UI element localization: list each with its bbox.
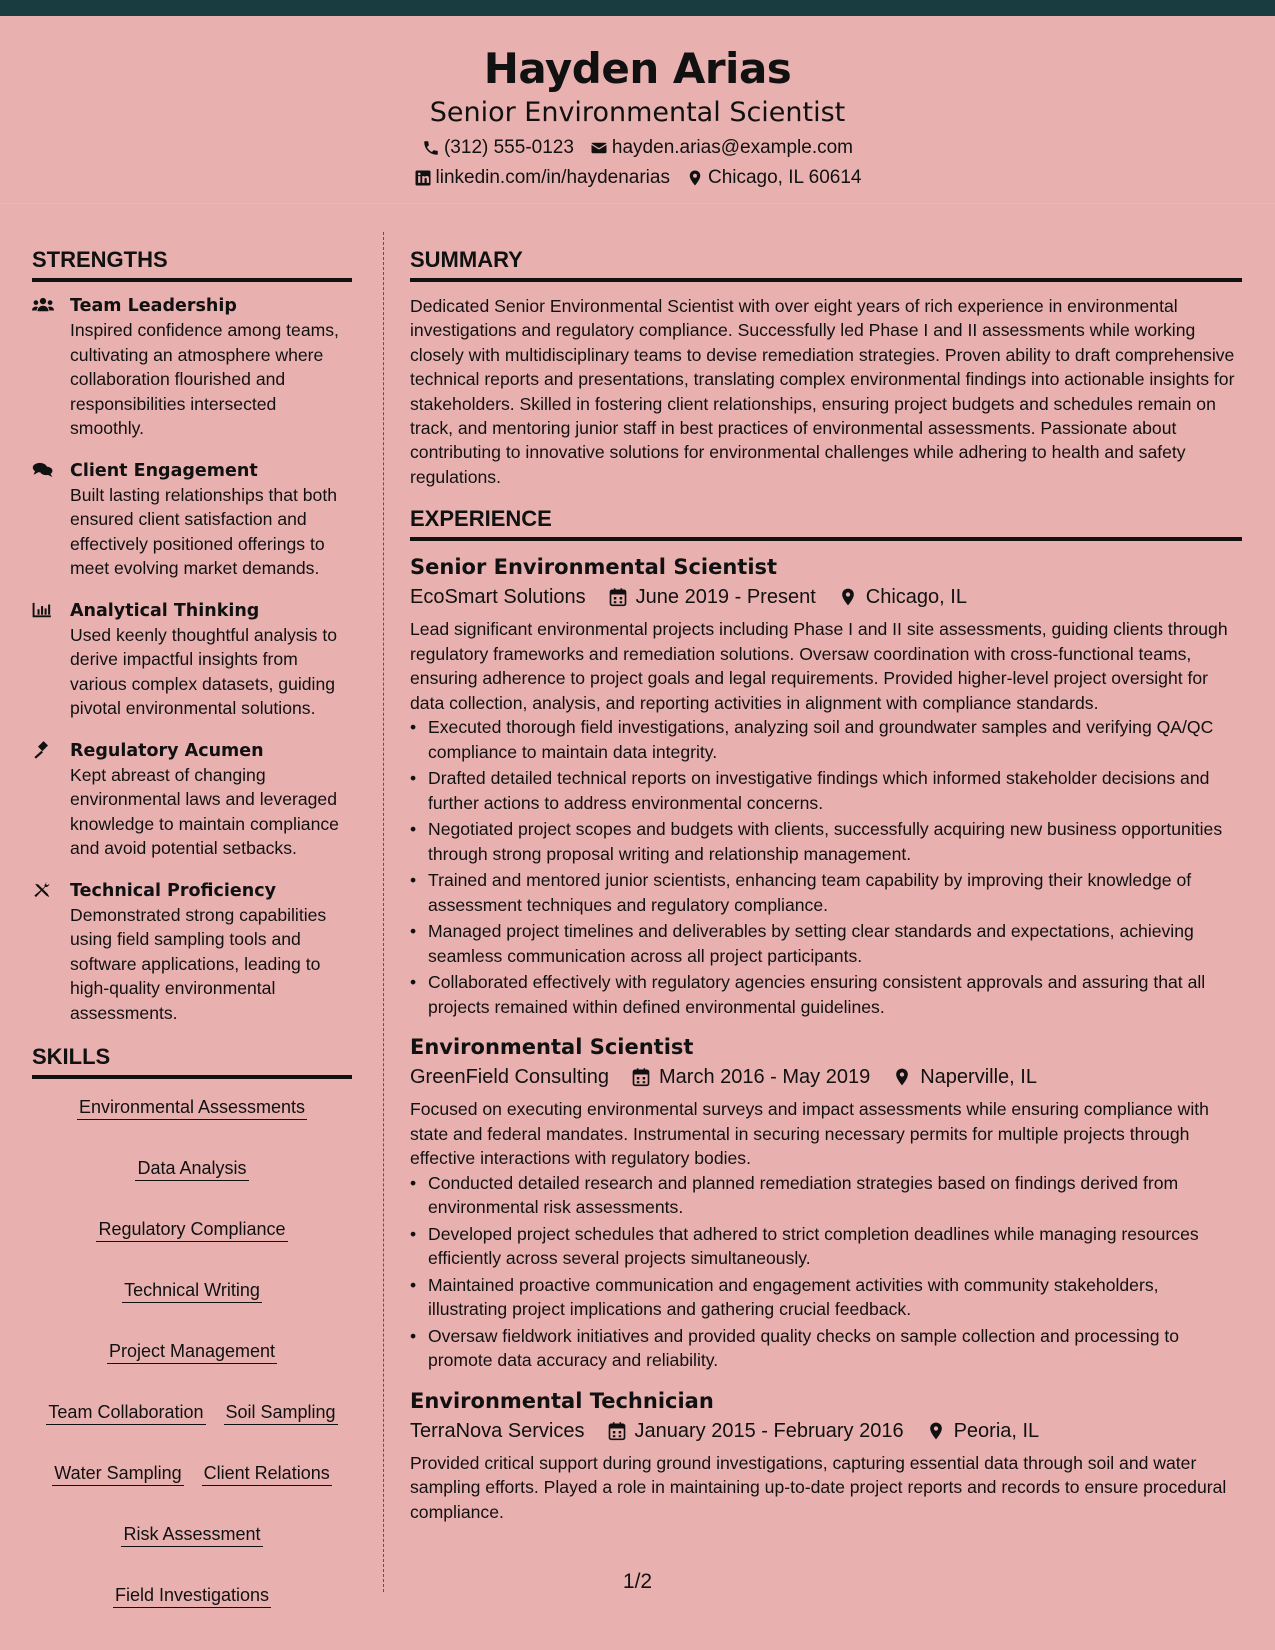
- map-marker-icon: [686, 169, 704, 187]
- skills-list: [32, 1091, 352, 1608]
- strength-desc: Demonstrated strong capabilities using field sampling tools and software applications, leading to high-quality environmental assessments.: [70, 904, 327, 1023]
- job-title: Environmental Technician: [410, 1388, 714, 1413]
- chart-bar-icon: [32, 599, 60, 721]
- job-dates: March 2016 - May 2019: [659, 1066, 871, 1089]
- job-meta: [410, 1417, 1242, 1445]
- left-column: [32, 246, 352, 1608]
- job-dates: January 2015 - February 2016: [634, 1419, 904, 1442]
- job-dates: June 2019 - Present: [635, 586, 816, 609]
- job-description: Lead significant environmental projects including Phase I and II site assessments, guiding clients through regulatory frameworks and remediation solutions. Oversaw coordination with cross-functional teams, ensuring adherence to project goals and legal requirements. Provided higher-level project oversight for data collection, analysis, and reporting activities in alignment with compliance standards.: [410, 619, 1228, 713]
- users-icon: [32, 294, 60, 441]
- skill-tag: Technical Writing: [122, 1278, 262, 1303]
- skill-tag: Water Sampling: [52, 1461, 183, 1486]
- calendar-icon: [608, 587, 628, 607]
- job-location: Chicago, IL: [865, 586, 967, 609]
- strength-item: [32, 459, 352, 581]
- strength-item: [32, 739, 352, 861]
- summary-heading: SUMMARY: [410, 246, 1242, 282]
- strength-title: Technical Proficiency: [70, 880, 276, 901]
- location-text: Chicago, IL 60614: [707, 167, 862, 188]
- strength-desc: Kept abreast of changing environmental laws and leveraged knowledge to maintain compliance and avoid potential setbacks.: [70, 764, 339, 858]
- job-company: EcoSmart Solutions: [410, 586, 586, 609]
- calendar-icon: [607, 1421, 627, 1441]
- skill-tag: Risk Assessment: [121, 1522, 262, 1547]
- calendar-icon: [631, 1067, 651, 1087]
- strength-desc: Built lasting relationships that both ensured client satisfaction and effectively positioned offerings to meet evolving market demands.: [70, 484, 337, 578]
- strength-title: Team Leadership: [70, 296, 237, 316]
- list-item: • Trained and mentored junior scientists, enhancing team capability by improving their knowledge of assessment techniques and regulatory compliance.: [410, 868, 1242, 917]
- list-item: • Oversaw fieldwork initiatives and provided quality checks on sample collection and processing to promote data accuracy and reliability.: [410, 1324, 1242, 1373]
- summary-text: Dedicated Senior Environmental Scientist with over eight years of rich experience in environmental investigations and regulatory compliance. Successfully led Phase I and II assessments while working closely with multidisciplinary teams to devise remediation strategies. Proven ability to draft comprehensive technical reports and presentations, translating complex environmental findings into actionable insights for stakeholders. Skilled in fostering client relationships, ensuring project budgets and schedules remain on track, and mentoring junior staff in best practices of environmental assessments. Passionate about contributing to innovative solutions for environmental challenges while adhering to health and safety regulations.: [410, 296, 1235, 487]
- resume-header: [0, 16, 1275, 204]
- job-meta: [410, 1063, 1242, 1091]
- list-item: • Managed project timelines and deliverables by setting clear standards and expectations, achieving seamless communication across all project participants.: [410, 919, 1242, 968]
- job-entry: [410, 553, 1242, 1019]
- list-item: • Developed project schedules that adhered to strict completion deadlines while managing resources efficiently across several projects simultaneously.: [410, 1222, 1242, 1271]
- list-item: • Conducted detailed research and planned remediation strategies based on findings derived from environmental risk assessments.: [410, 1171, 1242, 1220]
- contact-linkedin: [414, 166, 670, 190]
- strength-desc: Used keenly thoughtful analysis to derive impactful insights from various complex datasets, guiding pivotal environmental solutions.: [70, 624, 337, 718]
- job-bullets: [410, 1171, 1242, 1373]
- contact-phone: [422, 136, 574, 160]
- tools-icon: [32, 879, 60, 1026]
- list-item: • Drafted detailed technical reports on investigative findings which informed stakeholder decisions and further actions to address environmental concerns.: [410, 766, 1242, 815]
- skill-tag: Regulatory Compliance: [96, 1217, 287, 1242]
- job-title: Environmental Scientist: [410, 1035, 694, 1060]
- skill-tag: Project Management: [107, 1339, 277, 1364]
- skill-tag: Client Relations: [202, 1461, 332, 1486]
- contact-email: [590, 136, 853, 160]
- job-title: Senior Environmental Scientist: [410, 555, 778, 580]
- strength-item: [32, 599, 352, 721]
- linkedin-text[interactable]: linkedin.com/in/haydenarias: [435, 167, 670, 188]
- page-number: 1/2: [622, 1570, 653, 1593]
- candidate-name: Hayden Arias: [483, 44, 792, 93]
- top-bar: [0, 0, 1275, 16]
- list-item: • Negotiated project scopes and budgets with clients, successfully acquiring new business opportunities through strong proposal writing and relationship management.: [410, 817, 1242, 866]
- strength-title: Regulatory Acumen: [70, 740, 264, 761]
- job-location: Naperville, IL: [920, 1066, 1037, 1089]
- strength-item: [32, 879, 352, 1026]
- strength-desc: Inspired confidence among teams, cultivating an atmosphere where collaboration flourished and responsibilities intersected smoothly.: [70, 320, 339, 438]
- list-item: • Collaborated effectively with regulatory agencies ensuring consistent approvals and assuring that all projects remained within defined environmental guidelines.: [410, 970, 1242, 1019]
- contact-row-1: [0, 136, 1275, 160]
- phone-text[interactable]: (312) 555-0123: [443, 137, 574, 158]
- job-meta: [410, 583, 1242, 611]
- skill-tag: Team Collaboration: [46, 1400, 205, 1425]
- contact-location: [686, 166, 862, 190]
- strength-title: Client Engagement: [70, 460, 258, 481]
- gavel-icon: [32, 739, 60, 861]
- list-item: • Maintained proactive communication and engagement activities with community stakeholders, illustrating project implications and gathering crucial feedback.: [410, 1273, 1242, 1322]
- email-text[interactable]: hayden.arias@example.com: [611, 137, 853, 158]
- strength-title: Analytical Thinking: [70, 600, 260, 621]
- column-divider: [383, 232, 384, 1592]
- job-company: GreenField Consulting: [410, 1066, 609, 1089]
- job-entry: [410, 1033, 1242, 1373]
- experience-heading: EXPERIENCE: [410, 505, 1242, 541]
- skill-tag: Data Analysis: [135, 1156, 248, 1181]
- right-column: [410, 246, 1242, 1524]
- map-marker-icon: [892, 1067, 912, 1087]
- skill-tag: Environmental Assessments: [77, 1095, 307, 1120]
- skills-heading: SKILLS: [32, 1043, 352, 1079]
- job-description: Provided critical support during ground investigations, capturing essential data through soil and water sampling efforts. Played a role in maintaining up-to-date project reports and records to ensure procedural compliance.: [410, 1452, 1227, 1522]
- contact-row-2: [0, 166, 1275, 190]
- strength-item: [32, 294, 352, 441]
- map-marker-icon: [926, 1421, 946, 1441]
- skill-tag: Field Investigations: [113, 1583, 271, 1608]
- job-entry: [410, 1387, 1242, 1525]
- strengths-heading: STRENGTHS: [32, 246, 352, 282]
- job-location: Peoria, IL: [953, 1419, 1040, 1442]
- map-marker-icon: [838, 587, 858, 607]
- linkedin-icon: [414, 169, 432, 187]
- job-company: TerraNova Services: [410, 1419, 585, 1442]
- comments-icon: [32, 459, 60, 581]
- phone-icon: [422, 139, 440, 157]
- candidate-title: Senior Environmental Scientist: [429, 97, 846, 128]
- job-bullets: [410, 715, 1242, 1019]
- skill-tag: Soil Sampling: [224, 1400, 338, 1425]
- job-description: Focused on executing environmental surveys and impact assessments while ensuring compliance with state and federal mandates. Instrumental in securing necessary permits for multiple projects through effective interactions with regulatory bodies.: [410, 1099, 1209, 1169]
- envelope-icon: [590, 139, 608, 157]
- list-item: • Executed thorough field investigations, analyzing soil and groundwater samples and verifying QA/QC compliance to maintain data integrity.: [410, 715, 1242, 764]
